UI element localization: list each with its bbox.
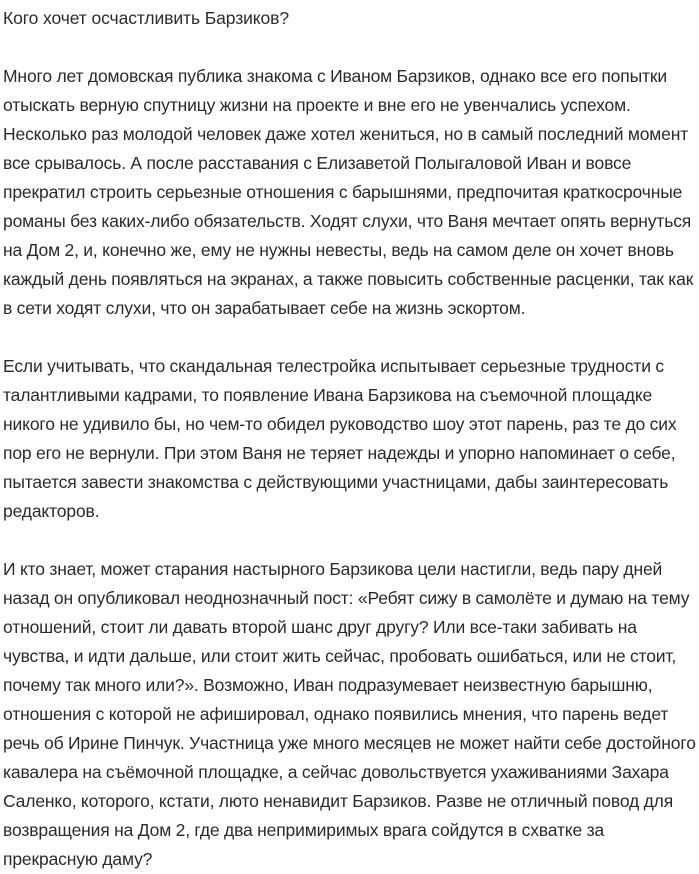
page-title: Кого хочет осчастливить Барзиков? [3,8,290,28]
paragraph-3: И кто знает, может старания настырного Барзикова цели настигли, ведь пару дней назад он опубликовал неоднозначный пост: «Ребят сижу в самолёте и думаю на тему отношений, стоит ли давать второй шанс друг другу? Или все-таки забивать на чувства, и идти дальше, или стоит жить сейчас, пробовать ошибаться, или не стоит, почему так много или?». Возможно, Иван подразумевает неизвестную барышню, отношения с которой не афишировал, однако появились мнения, что парень ведет речь об Ирине Пинчук. Участница уже много месяцев не может найти себе достойного кавалера на съёмочной площадке, а сейчас довольствуется ухаживаниями Захара Саленко, которого, кстати, люто ненавидит Барзиков. Разве не отличный повод для возвращения на Дом 2, где два непримиримых врага сойдутся в схватке за прекрасную даму? [3,559,696,869]
paragraph-1: Много лет домовская публика знакома с Иваном Барзиков, однако все его попытки отыскать верную спутницу жизни на проекте и вне его не увенчались успехом. Несколько раз молодой человек даже хотел жениться, но в самый последний момент все срывалось. А после расставания с Елизаветой Полыгаловой Иван и вовсе прекратил строить серьезные отношения с барышнями, предпочитая краткосрочные романы без каких-либо обязательств. Ходят слухи, что Ваня мечтает опять вернуться на Дом 2, и, конечно же, ему не нужны невесты, ведь на самом деле он хочет вновь каждый день появляться на экранах, а также повысить собственные расценки, так как в сети ходят слухи, что он зарабатывает себе на жизнь эскортом. [3,66,694,318]
paragraph-2: Если учитывать, что скандальная телестройка испытывает серьезные трудности с талантливыми кадрами, то появление Ивана Барзикова на съемочной площадке никого не удивило бы, но чем-то обидел руководство шоу этот парень, раз те до сих пор его не вернули. При этом Ваня не теряет надежды и упорно напоминает о себе, пытается завести знакомства с действующими участницами, дабы заинтересовать редакторов. [3,356,677,521]
